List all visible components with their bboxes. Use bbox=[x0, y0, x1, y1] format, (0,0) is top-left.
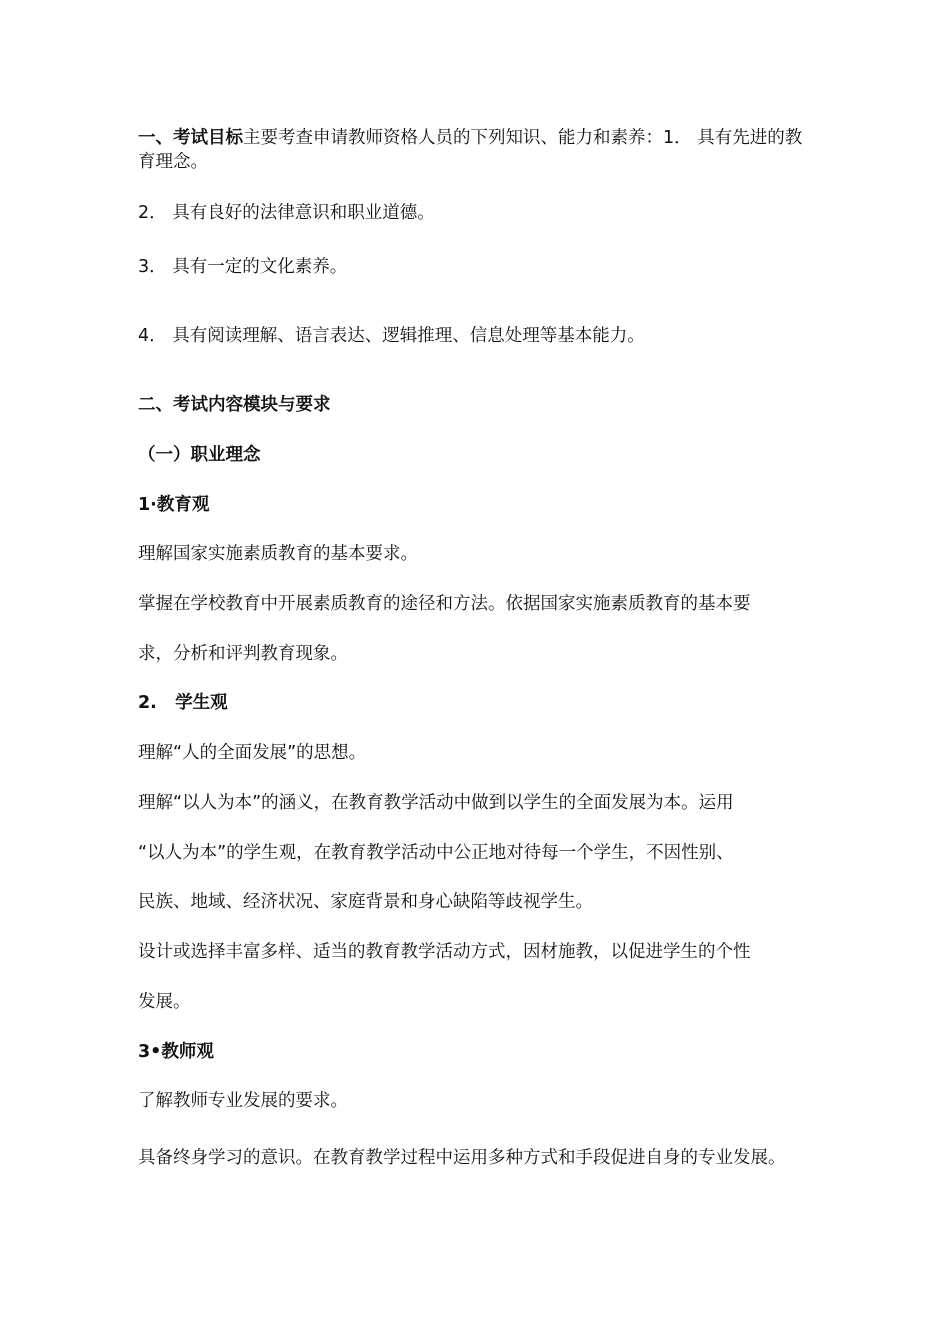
item-2-paragraph-2-line-2: “以人为本”的学生观，在教育教学活动中公正地对待每一个学生，不因性别、 bbox=[138, 843, 734, 863]
goal-item-4: 4． 具有阅读理解、语言表达、逻辑推理、信息处理等基本能力。 bbox=[138, 326, 645, 346]
item-1-paragraph-2-line-2: 求，分析和评判教育现象。 bbox=[138, 644, 348, 664]
item-2-paragraph-3-line-1: 设计或选择丰富多样、适当的教育教学活动方式，因材施教，以促进学生的个性 bbox=[138, 942, 751, 962]
exam-goal-heading: 一、考试目标 bbox=[138, 128, 243, 148]
item-2-paragraph-1: 理解“人的全面发展”的思想。 bbox=[138, 743, 367, 763]
item-1-paragraph-2-line-1: 掌握在学校教育中开展素质教育的途径和方法。依据国家实施素质教育的基本要 bbox=[138, 594, 751, 614]
item-3-heading: 3•教师观 bbox=[138, 1042, 214, 1062]
goal-item-2: 2． 具有良好的法律意识和职业道德。 bbox=[138, 203, 435, 223]
goal-item-3: 3． 具有一定的文化素养。 bbox=[138, 257, 348, 277]
item-2-paragraph-2-line-3: 民族、地域、经济状况、家庭背景和身心缺陷等歧视学生。 bbox=[138, 892, 593, 912]
item-3-paragraph-1: 了解教师专业发展的要求。 bbox=[138, 1091, 348, 1111]
subsection-1-heading: （一）职业理念 bbox=[138, 445, 261, 465]
item-1-paragraph-1: 理解国家实施素质教育的基本要求。 bbox=[138, 544, 418, 564]
item-3-paragraph-2: 具备终身学习的意识。在教育教学过程中运用多种方式和手段促进自身的专业发展。 bbox=[138, 1148, 786, 1168]
item-2-heading: 2. 学生观 bbox=[138, 693, 228, 713]
item-1-heading: 1·教育观 bbox=[138, 495, 210, 515]
section-2-heading: 二、考试内容模块与要求 bbox=[138, 395, 331, 415]
exam-goal-paragraph bbox=[138, 126, 818, 174]
item-2-paragraph-2-line-1: 理解“以人为本”的涵义，在教育教学活动中做到以学生的全面发展为本。运用 bbox=[138, 793, 734, 813]
item-2-paragraph-3-line-2: 发展。 bbox=[138, 992, 191, 1012]
exam-goal-text: 主要考查申请教师资格人员的下列知识、能力和素养：1． 具有先进的教育理念。 bbox=[138, 128, 803, 172]
